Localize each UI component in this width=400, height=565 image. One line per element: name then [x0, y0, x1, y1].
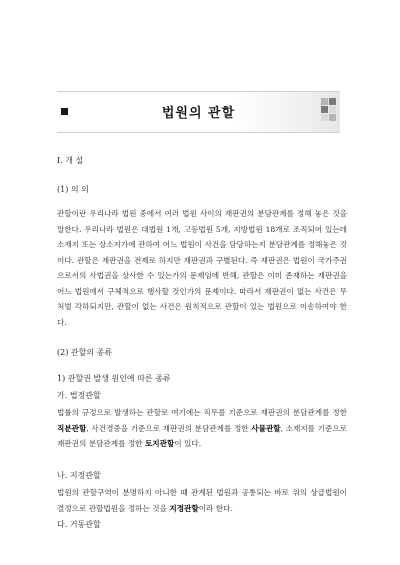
text-span: 이 있다. — [174, 439, 202, 448]
section-heading-overview: I. 개 설 — [57, 156, 84, 165]
text-span: , 소재지를 기준으로 재판권의 분담관계를 정한 — [57, 423, 347, 448]
list-item-statutory-jurisdiction: 가. 법정관할 — [57, 391, 101, 400]
paragraph-designated-jurisdiction — [57, 485, 347, 516]
paragraph-statutory-jurisdiction — [57, 405, 347, 452]
text-span: , 사건경중을 기준으로 재판권의 분담관계를 정한 — [86, 423, 252, 433]
paragraph-definition: 관할이란 우리나라 법원 중에서 여러 법원 사이의 재판권의 분담관계를 정해 놓은 것을 말한다. 우리나라 법원은 대법원 1개, 고등법원 5개, 지방법원 18개로 조직되어 있는데 소재지 또는 상소지가에 관하여 어느 법원이 사건을 담당하는지 분담관계를 정해놓은 것이다. 관할은 재판권을 전제로 하지만 재판권과 구별된다. 즉 재판권은 법원이 국가주권으로서의 사법권을 상사한 수 있는가의 문제임에 반해, 관할은 이미 존재하는 재판권을 어느 법원에서 구체적으로 행사할 것인가의 문제이다. 따라서 재판권이 없는 사건은 무처벌 각하되지만, 관할이 없는 사건은 원칙적으로 관할이 있는 법원으로 이송하여야 한다. — [57, 209, 347, 327]
subsection-heading-meaning: (1) 의 의 — [57, 185, 89, 194]
bold-term: 직분관할 — [57, 423, 87, 433]
list-item-conduct-jurisdiction: 다. 거동관할 — [57, 520, 101, 529]
text-span: 이라 한다. — [198, 503, 233, 513]
checker-decoration-icon — [321, 98, 337, 126]
bold-term: 사물관할 — [251, 423, 281, 433]
page-title: 법원의 관할 — [161, 106, 236, 121]
title-banner — [57, 91, 340, 133]
bold-term: 지정관할 — [169, 503, 199, 513]
subsection-heading-types: (2) 관할의 종류 — [57, 348, 113, 357]
text-span: 법률의 규정으로 발생하는 관할로 여기에는 직무를 기준으로 재판권의 분담관계를 정한 — [57, 408, 347, 417]
subsection-heading-origin: 1) 관할권 발생 원인에 따른 종류 — [57, 374, 171, 383]
bold-term: 토지관할 — [144, 439, 175, 448]
text-span: 법원의 관할구역이 분명하지 아니한 때 관계된 법원과 공통되는 바로 위의 상급법원이 결정으로 관할법원을 정하는 것을 — [57, 488, 347, 513]
list-item-designated-jurisdiction: 나. 지정관할 — [57, 471, 101, 480]
